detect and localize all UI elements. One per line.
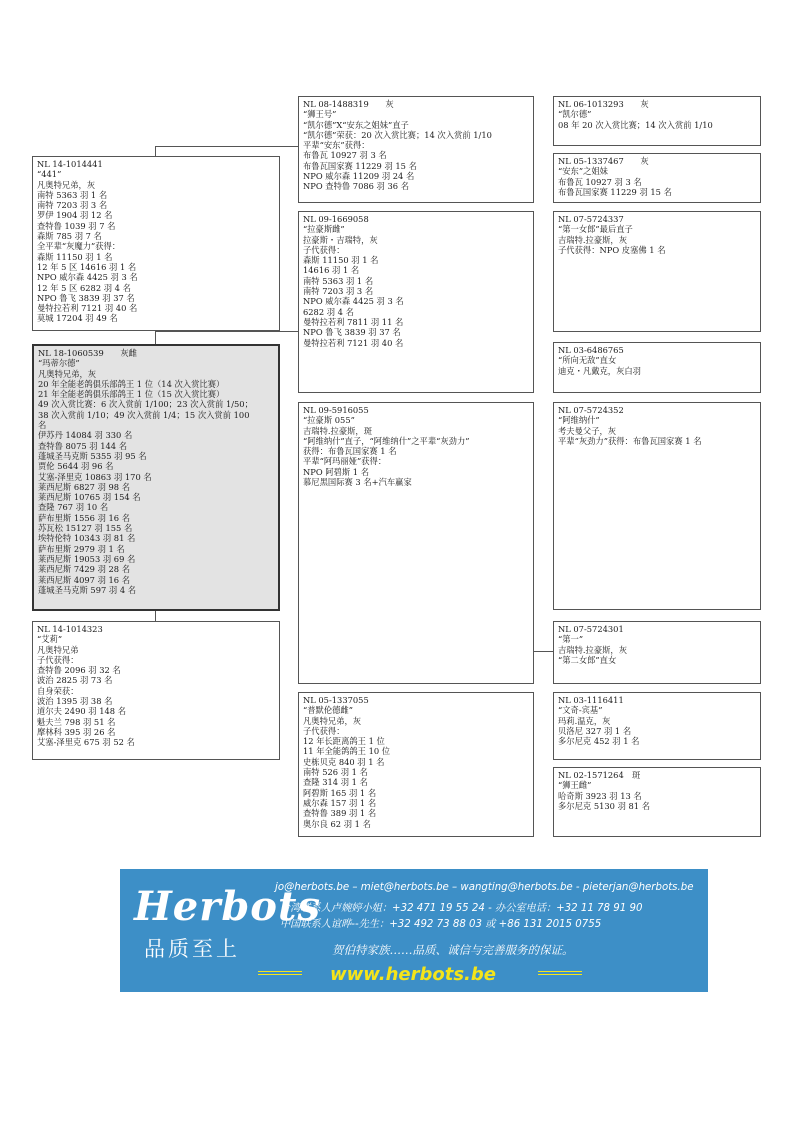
pedigree-line: 蓬城圣马克斯 5355 羽 95 名 (38, 450, 147, 461)
pedigree-line: “凯尔德”X“安东之姐妹”直子 (303, 119, 409, 130)
pedigree-line: 玛莉.温克，灰 (558, 715, 611, 726)
pedigree-line: “第二女郎”直女 (558, 654, 617, 665)
pedigree-line: NPO 威尔森 4425 羽 3 名 (37, 272, 138, 283)
pedigree-line: 莫城 17204 羽 49 名 (37, 313, 118, 324)
pedigree-line: 考夫曼父子，灰 (558, 425, 617, 436)
pedigree-line: 凡奥特兄弟，灰 (38, 368, 97, 379)
pedigree-line: 获得：布鲁瓦国家赛 1 名 (303, 446, 397, 457)
pedigree-line: 子代获得： (37, 654, 79, 665)
pedigree-line: 查特鲁 389 羽 1 名 (303, 808, 377, 819)
pedigree-line: 查特鲁 8075 羽 144 名 (38, 440, 127, 451)
pedigree-line: NPO 阿碧斯 1 名 (303, 466, 370, 477)
pedigree-line: 南特 526 羽 1 名 (303, 767, 368, 778)
pedigree-line: “玛蒂尔德” (38, 358, 80, 369)
pedigree-box-great-grandparent-5 (553, 402, 761, 610)
pedigree-line: 08 年 20 次入赏比赛；14 次入赏前 1/10 (558, 119, 713, 130)
pedigree-line: “阿维纳什” (558, 415, 600, 426)
pedigree-line: 南特 7203 羽 3 名 (37, 200, 108, 211)
connector-line (155, 331, 156, 344)
pedigree-line: 奥尔良 62 羽 1 名 (303, 818, 371, 829)
pedigree-line: 莱西尼斯 6827 羽 98 名 (38, 481, 131, 492)
pedigree-line: 凡奥特兄弟，灰 (303, 715, 362, 726)
pedigree-line: NPO 鲁飞 3839 羽 37 名 (37, 292, 135, 303)
pedigree-line: 自身荣获： (37, 685, 79, 696)
pedigree-line: 莱西尼斯 7429 羽 28 名 (38, 564, 131, 575)
pedigree-line: “拉豪斯 055” (303, 415, 355, 426)
pedigree-line: 南特 5363 羽 1 名 (37, 189, 108, 200)
pedigree-line: “凯尔德” (558, 109, 592, 120)
ring-number: NL 08-1488319 灰 (303, 99, 394, 109)
pedigree-line: 20 年全能老鸽俱乐部鸽王 1 位（14 次入赏比赛） (38, 378, 225, 389)
pedigree-line: 查特鲁 2096 羽 32 名 (37, 665, 121, 676)
pedigree-box-subject (32, 344, 280, 611)
ring-number: NL 09-5916055 (303, 405, 369, 415)
pedigree-line: 艾塞-泽里克 10863 羽 170 名 (38, 471, 152, 482)
ring-number: NL 14-1014323 (37, 624, 103, 634)
pedigree-line: 凡奥特兄弟 (37, 644, 79, 655)
pedigree-box-grandsire-1 (298, 96, 534, 203)
pedigree-line: 子代获得： (303, 244, 345, 255)
pedigree-line: 波治 2825 羽 73 名 (37, 675, 113, 686)
pedigree-line: 吉瑞特.拉豪斯，灰 (558, 644, 628, 655)
pedigree-box-great-grandparent-4 (553, 342, 761, 393)
pedigree-line: 南特 5363 羽 1 名 (303, 275, 374, 286)
pedigree-line: “阿维纳什”直子，“阿维纳什”之平辈“灰劲力” (303, 435, 470, 446)
pedigree-line: “艾莉” (37, 634, 63, 645)
pedigree-line: 多尔尼克 452 羽 1 名 (558, 736, 640, 747)
pedigree-line: “拉豪斯雌” (303, 224, 345, 235)
pedigree-line: 森斯 11150 羽 1 名 (303, 255, 379, 266)
pedigree-line: 子代获得： (303, 725, 345, 736)
ring-number: NL 18-1060539 灰雌 (38, 348, 137, 358)
pedigree-line: 森斯 785 羽 7 名 (37, 231, 102, 242)
brand-name: Herbots (134, 883, 321, 930)
decorative-rule (258, 971, 302, 975)
pedigree-line: 布鲁瓦 10927 羽 3 名 (558, 176, 642, 187)
pedigree-line: 伊苏丹 14084 羽 330 名 (38, 430, 133, 441)
decorative-rule (538, 971, 582, 975)
pedigree-box-great-grandparent-2 (553, 153, 761, 203)
pedigree-line: 苏瓦松 15127 羽 155 名 (38, 523, 133, 534)
ring-number: NL 03-1116411 (558, 695, 624, 705)
pedigree-line: 多尔尼克 5130 羽 81 名 (558, 800, 651, 811)
pedigree-line: “狮王雌” (558, 780, 592, 791)
pedigree-line: 38 次入赏前 1/10；49 次入赏前 1/4；15 次入赏前 100 (38, 409, 250, 420)
pedigree-line: 11 年全能鸽鸽王 10 位 (303, 746, 391, 757)
pedigree-line: 道尔夫 2490 羽 148 名 (37, 706, 126, 717)
pedigree-line: 平辈“灰劲力”获得：布鲁瓦国家赛 1 名 (558, 435, 702, 446)
pedigree-line: 子代获得：NPO 皮塞佛 1 名 (558, 244, 666, 255)
pedigree-line: 摩林科 395 羽 26 名 (37, 726, 116, 737)
connector-line (155, 146, 156, 156)
pedigree-line: 威尔森 157 羽 1 名 (303, 797, 377, 808)
pedigree-line: 莱西尼斯 10765 羽 154 名 (38, 492, 141, 503)
pedigree-line: “狮王号” (303, 109, 337, 120)
pedigree-line: 魁夫兰 798 羽 51 名 (37, 716, 116, 727)
pedigree-line: 哈奇斯 3923 羽 13 名 (558, 790, 642, 801)
pedigree-line: 曼特拉若利 7811 羽 11 名 (303, 316, 404, 327)
pedigree-line: “第一女郎”最后直子 (558, 224, 633, 235)
pedigree-box-great-grandparent-1 (553, 96, 761, 146)
pedigree-line: 12 年 5 区 6282 羽 4 名 (37, 282, 131, 293)
pedigree-line: 查隆 767 羽 10 名 (38, 502, 109, 513)
pedigree-line: 布鲁瓦国家赛 11229 羽 15 名 (558, 186, 672, 197)
pedigree-line: 查特鲁 1039 羽 7 名 (37, 220, 116, 231)
pedigree-line: NPO 威尔森 4425 羽 3 名 (303, 296, 404, 307)
pedigree-line: 布鲁瓦 10927 羽 3 名 (303, 150, 387, 161)
connector-line (155, 331, 298, 332)
pedigree-line: 慕尼黑国际赛 3 名+汽车赢家 (303, 477, 412, 488)
ring-number: NL 07-5724337 (558, 214, 624, 224)
pedigree-line: 贝洛尼 327 羽 1 名 (558, 725, 632, 736)
ring-number: NL 07-5724301 (558, 624, 624, 634)
pedigree-line: 14616 羽 1 名 (303, 265, 360, 276)
pedigree-line: “所向无敌”直女 (558, 355, 617, 366)
pedigree-line: 6282 羽 4 名 (303, 306, 354, 317)
pedigree-line: 21 年全能老鸽俱乐部鸽王 1 位（15 次入赏比赛） (38, 389, 225, 400)
ring-number: NL 05-1337055 (303, 695, 369, 705)
pedigree-line: 萨布里斯 2979 羽 1 名 (38, 543, 125, 554)
pedigree-line: 曼特拉若利 7121 羽 40 名 (303, 337, 404, 348)
ring-number: NL 09-1669058 (303, 214, 369, 224)
pedigree-line: 查隆 314 羽 1 名 (303, 777, 368, 788)
pedigree-box-great-grandparent-7 (553, 692, 761, 760)
slogan: 品质至上 (144, 937, 240, 961)
pedigree-line: 全平辈“灰魔力”获得： (37, 241, 121, 252)
pedigree-box-sire (32, 156, 280, 331)
pedigree-line: “文奇-宾基” (558, 705, 603, 716)
pedigree-line: “441” (37, 169, 62, 180)
pedigree-line: 莱西尼斯 4097 羽 16 名 (38, 574, 131, 585)
ring-number: NL 14-1014441 (37, 159, 103, 169)
pedigree-line: 罗伊 1904 羽 12 名 (37, 210, 113, 221)
pedigree-line: 吉瑞特.拉豪斯，斑 (303, 425, 373, 436)
ring-number: NL 05-1337467 灰 (558, 156, 649, 166)
pedigree-line: 阿碧斯 165 羽 1 名 (303, 787, 377, 798)
pedigree-line: NPO 查特鲁 7086 羽 36 名 (303, 181, 409, 192)
pedigree-line: 平辈“阿玛丽娅”获得： (303, 456, 387, 467)
pedigree-line: 平辈“安东”获得： (303, 140, 370, 151)
pedigree-box-great-grandparent-3 (553, 211, 761, 332)
pedigree-box-granddam-1 (298, 211, 534, 393)
pedigree-line: 49 次入赏比赛：6 次入赏前 1/100；23 次入赏前 1/50； (38, 399, 253, 410)
pedigree-line: 迪克・凡戴克，灰白羽 (558, 365, 641, 376)
pedigree-line: NPO 鲁飞 3839 羽 37 名 (303, 327, 401, 338)
ring-number: NL 07-5724352 (558, 405, 624, 415)
pedigree-line: 吉瑞特.拉豪斯，灰 (558, 234, 628, 245)
pedigree-line: 埃特伦特 10343 羽 81 名 (38, 533, 136, 544)
pedigree-line: 凡奥特兄弟，灰 (37, 179, 96, 190)
taiwan-contact: 台湾联系人卢婉婷小姐：+32 471 19 55 24 - 办公室电话：+32 11 78 91 90 (280, 903, 643, 914)
pedigree-line: NPO 威尔森 11209 羽 24 名 (303, 171, 415, 182)
pedigree-line: 莱西尼斯 19053 羽 69 名 (38, 553, 136, 564)
connector-line (155, 146, 298, 147)
ring-number: NL 06-1013293 灰 (558, 99, 649, 109)
pedigree-box-dam (32, 621, 280, 760)
ring-number: NL 02-1571264 斑 (558, 770, 641, 780)
pedigree-line: 曼特拉若利 7121 羽 40 名 (37, 303, 138, 314)
pedigree-line: 森斯 11150 羽 1 名 (37, 251, 113, 262)
pedigree-line: “凯尔德”荣获：20 次入赏比赛；14 次入赏前 1/10 (303, 129, 492, 140)
pedigree-line: 拉豪斯・吉瑞特，灰 (303, 234, 378, 245)
china-contact: 中国联系人谊晔--先生：+32 492 73 88 03 或 +86 131 2015 0755 (280, 919, 602, 930)
pedigree-line: 名 (38, 420, 47, 431)
pedigree-line: “安东”之姐妹 (558, 166, 608, 177)
pedigree-box-great-grandparent-8 (553, 767, 761, 837)
pedigree-box-granddam-2 (298, 692, 534, 837)
pedigree-box-grandsire-2 (298, 402, 534, 684)
pedigree-box-great-grandparent-6 (553, 621, 761, 684)
pedigree-line: 蓬城圣马克斯 597 羽 4 名 (38, 584, 137, 595)
tagline: 贺伯特家族……品质、诚信与完善服务的保证。 (332, 943, 574, 957)
pedigree-line: “第一” (558, 634, 584, 645)
pedigree-line: 萨布里斯 1556 羽 16 名 (38, 512, 131, 523)
pedigree-line: 史栋贝克 840 羽 1 名 (303, 756, 385, 767)
pedigree-line: “普默伦德雌” (303, 705, 353, 716)
herbots-banner (120, 869, 708, 992)
pedigree-line: 布鲁瓦国家赛 11229 羽 15 名 (303, 160, 417, 171)
pedigree-line: 艾塞-泽里克 675 羽 52 名 (37, 737, 135, 748)
pedigree-line: 12 年 5 区 14616 羽 1 名 (37, 261, 137, 272)
pedigree-line: 贾伦 5644 羽 96 名 (38, 461, 114, 472)
pedigree-line: 12 年长距离鸽王 1 位 (303, 736, 385, 747)
pedigree-line: 波治 1395 羽 38 名 (37, 696, 113, 707)
ring-number: NL 03-6486765 (558, 345, 624, 355)
pedigree-line: 南特 7203 羽 3 名 (303, 286, 374, 297)
email-line: jo@herbots.be – miet@herbots.be – wangting@herbots.be - pieterjan@herbots.be (275, 882, 694, 893)
website-link[interactable]: www.herbots.be (330, 964, 496, 985)
